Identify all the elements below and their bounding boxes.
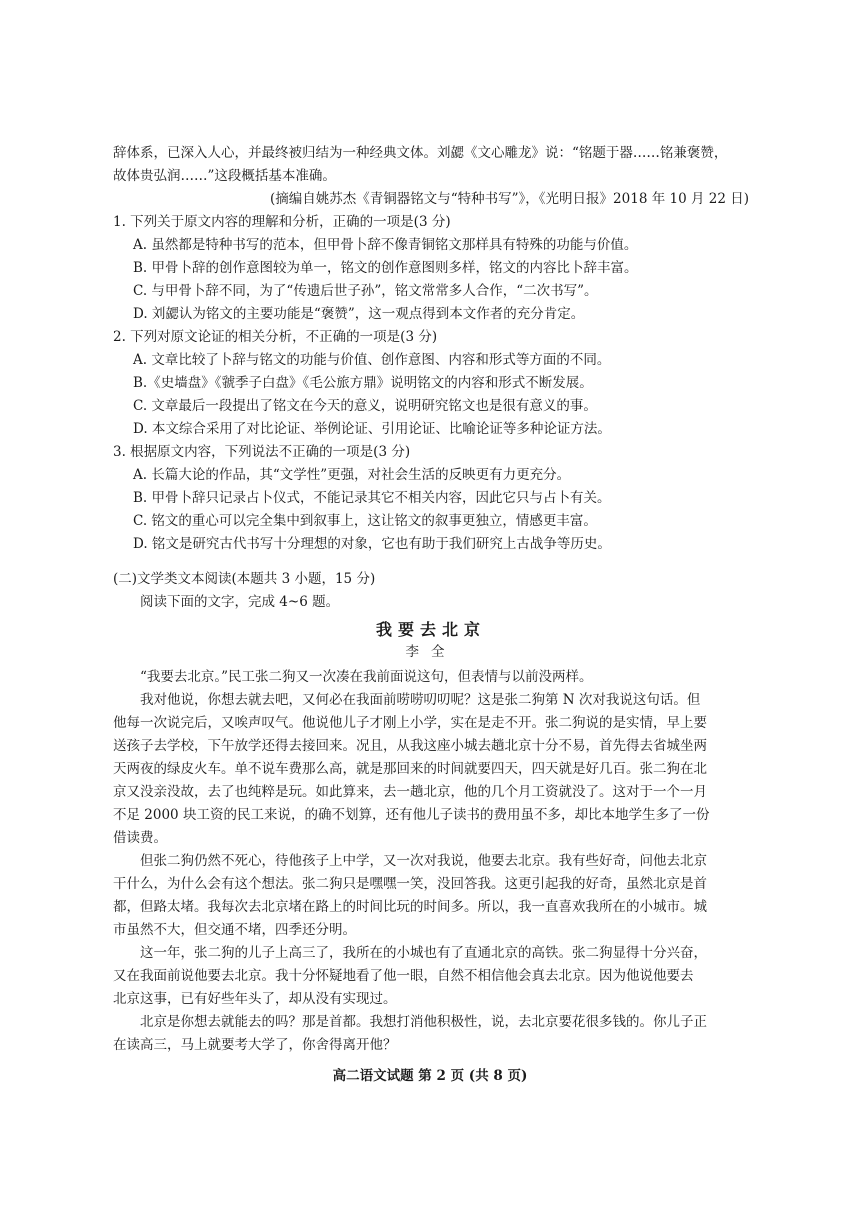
intro-line: 辞体系，已深入人心，并最终被归结为一种经典文体。刘勰《文心雕龙》说：“铭题于器……铭兼褒赞， [113, 145, 728, 161]
paragraph-line: 我对他说，你想去就去吧，又何必在我面前唠唠叨叨呢？这是张二狗第 N 次对我说这句话。但 [140, 692, 701, 708]
option-a: A. 虽然都是特种书写的范本，但甲骨卜辞不像青铜铭文那样具有特殊的功能与价值。 [133, 237, 638, 253]
paragraph-line: 北京这事，已有好些年头了，却从没有实现过。 [113, 991, 397, 1007]
paragraph-line: 他每一次说完后，又唉声叹气。他说他儿子才刚上小学，实在是走不开。张二狗说的是实情，早上要 [113, 715, 707, 731]
page-content [113, 142, 749, 1057]
option-b: B. 甲骨卜辞的创作意图较为单一，铭文的创作意图则多样，铭文的内容比卜辞丰富。 [133, 260, 638, 276]
paragraph-line: 北京是你想去就能去的吗？那是首都。我想打消他积极性，说，去北京要花很多钱的。你儿子正 [140, 1014, 707, 1030]
paragraph-line: 天两夜的绿皮火车。单不说车费那么高，就是那回来的时间就要四天，四天就是好几百。张二狗在北 [113, 761, 707, 777]
option-a: A. 文章比较了卜辞与铭文的功能与价值、创作意图、内容和形式等方面的不同。 [133, 352, 611, 368]
paragraph-line: 市虽然不大，但交通不堵，四季还分明。 [113, 922, 356, 938]
question-1 [113, 211, 749, 326]
option-a: A. 长篇大论的作品，其“文学性”更强，对社会生活的反映更有力更充分。 [133, 467, 571, 483]
option-b: B.《史墙盘》《虢季子白盘》《毛公旅方鼎》说明铭文的内容和形式不断发展。 [133, 375, 593, 391]
story-body [113, 666, 749, 1057]
question-3 [113, 441, 749, 556]
option-b: B. 甲骨卜辞只记录占卜仪式，不能记录其它不相关内容，因此它只与占卜有关。 [133, 490, 611, 506]
option-d: D. 刘勰认为铭文的主要功能是“褒赞”，这一观点得到本文作者的充分肯定。 [133, 306, 585, 322]
paragraph-line: 借读费。 [113, 830, 167, 846]
paragraph-line: 在读高三，马上就要考大学了，你舍得离开他？ [113, 1037, 397, 1053]
paragraph-line: 送孩子去学校，下午放学还得去接回来。况且，从我这座小城去趟北京十分不易，首先得去省城坐两 [113, 738, 707, 754]
option-c: C. 文章最后一段提出了铭文在今天的意义，说明研究铭文也是很有意义的事。 [133, 398, 597, 414]
paragraph-line: “我要去北京。”民工张二狗又一次凑在我前面说这句，但表情与以前没两样。 [140, 669, 593, 685]
option-d: D. 本文综合采用了对比论证、举例论证、引用论证、比喻论证等多种论证方法。 [133, 421, 611, 437]
paragraph-line: 但张二狗仍然不死心，待他孩子上中学，又一次对我说，他要去北京。我有些好奇，问他去北京 [140, 853, 707, 869]
intro-line: 故体贵弘润……”这段概括基本准确。 [113, 168, 336, 184]
option-d: D. 铭文是研究古代书写十分理想的对象，它也有助于我们研究上古战争等历史。 [133, 536, 611, 552]
source-note: (摘编自姚苏杰《青铜器铭文与“特种书写”》，《光明日报》2018 年 10 月 22 日) [269, 191, 749, 207]
question-stem: 1. 下列关于原文内容的理解和分析，正确的一项是(3 分) [113, 214, 451, 230]
question-stem: 3. 根据原文内容，下列说法不正确的一项是(3 分) [113, 444, 411, 460]
paragraph-line: 又在我面前说他要去北京。我十分怀疑地看了他一眼，自然不相信他会真去北京。因为他说他要去 [113, 968, 694, 984]
intro-passage [113, 142, 749, 188]
paragraph-4 [113, 942, 749, 1011]
paragraph-2 [113, 689, 749, 850]
option-c: C. 铭文的重心可以完全集中到叙事上，这让铭文的叙事更独立，情感更丰富。 [133, 513, 597, 529]
section-heading: (二)文学类文本阅读(本题共 3 小题，15 分) [113, 571, 376, 587]
paragraph-line: 干什么，为什么会有这个想法。张二狗只是嘿嘿一笑，没回答我。这更引起我的好奇，虽然北京是首 [113, 876, 707, 892]
question-stem: 2. 下列对原文论证的相关分析，不正确的一项是(3 分) [113, 329, 438, 345]
paragraph-1 [113, 666, 749, 689]
section-instruction: 阅读下面的文字，完成 4~6 题。 [140, 594, 340, 610]
paragraph-5 [113, 1011, 749, 1057]
page-footer: 高二语文试题 第 2 页 (共 8 页) [332, 1068, 528, 1084]
paragraph-line: 不足 2000 块工资的民工来说，的确不划算，还有他儿子读书的费用虽不多，却比本地学生多了一份 [113, 807, 710, 823]
question-2 [113, 326, 749, 441]
paragraph-line: 这一年，张二狗的儿子上高三了，我所在的小城也有了直通北京的高铁。张二狗显得十分兴奋， [140, 945, 707, 961]
paragraph-3 [113, 850, 749, 942]
story-author: 李全 [405, 644, 457, 660]
paragraph-line: 京又没亲没故，去了也纯粹是玩。如此算来，去一趟北京，他的几个月工资就没了。这对于一个一月 [113, 784, 707, 800]
option-c: C. 与甲骨卜辞不同，为了“传遗后世子孙”，铭文常常多人合作，“二次书写”。 [133, 283, 598, 299]
paragraph-line: 都，但路太堵。我每次去北京堵在路上的时间比玩的时间多。所以，我一直喜欢我所在的小城市。城 [113, 899, 707, 915]
story-title: 我要去北京 [375, 620, 486, 639]
